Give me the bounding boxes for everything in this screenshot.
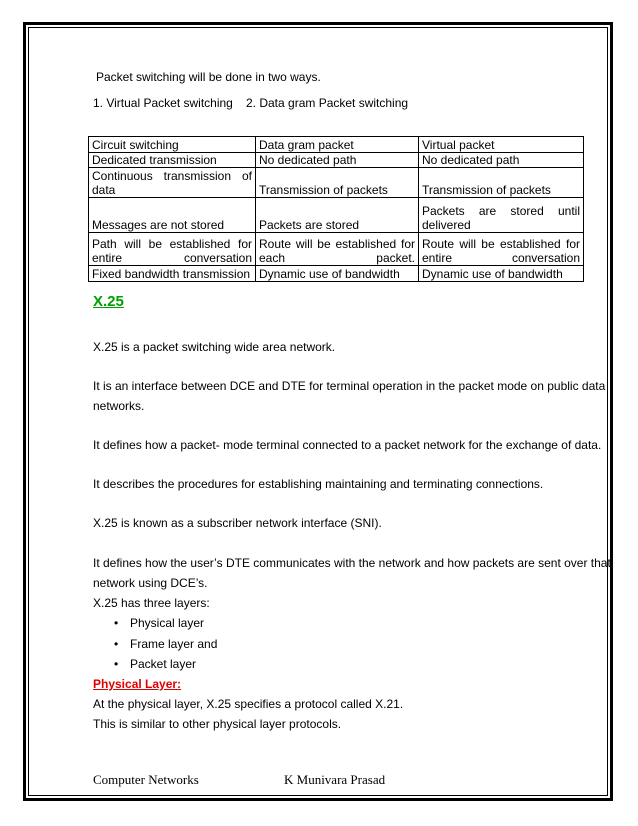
- x25-heading: X.25: [93, 293, 124, 310]
- x25-paragraph: It is an interface between DCE and DTE for terminal operation in the packet mode on public data: [93, 379, 606, 393]
- x25-paragraph: It defines how a packet- mode terminal connected to a packet network for the exchange of data.: [93, 438, 602, 452]
- table-cell: Dynamic use of bandwidth: [419, 266, 584, 282]
- table-cell: Fixed bandwidth transmission: [89, 266, 256, 282]
- x25-paragraph: It describes the procedures for establishing maintaining and terminating connections.: [93, 477, 544, 491]
- list-item: [114, 637, 217, 651]
- physical-paragraph: This is similar to other physical layer protocols.: [93, 717, 342, 731]
- table-row: [89, 168, 584, 198]
- table-cell: Route will be established for entire conversation: [419, 233, 584, 266]
- table-cell: Packets are stored: [256, 198, 419, 233]
- list-item: [114, 616, 204, 630]
- table-cell: No dedicated path: [256, 153, 419, 168]
- footer-author: K Munivara Prasad: [284, 772, 386, 787]
- table-cell: Circuit switching: [89, 137, 256, 153]
- bullet-icon: •: [114, 616, 119, 630]
- list-item-label: Frame layer and: [130, 637, 218, 651]
- list-item: [114, 657, 196, 671]
- footer-course: Computer Networks: [93, 772, 199, 787]
- physical-paragraph: At the physical layer, X.25 specifies a protocol called X.21.: [93, 697, 404, 711]
- intro-line: Packet switching will be done in two ways.: [96, 70, 321, 84]
- x25-paragraph: X.25 is known as a subscriber network interface (SNI).: [93, 516, 382, 530]
- table-cell: Transmission of packets: [256, 168, 419, 198]
- x25-paragraph: X.25 is a packet switching wide area network.: [93, 340, 336, 354]
- list-item-label: Physical layer: [130, 616, 205, 630]
- bullet-icon: •: [114, 657, 119, 671]
- list-item-label: Packet layer: [130, 657, 197, 671]
- table-cell: Path will be established for entire conversation: [89, 233, 256, 266]
- bullet-icon: •: [114, 637, 119, 651]
- way-datagram: 2. Data gram Packet switching: [246, 96, 409, 110]
- table-row: [89, 153, 584, 168]
- table-cell: Transmission of packets: [419, 168, 584, 198]
- x25-paragraph: It defines how the user’s DTE communicates with the network and how packets are sent over that: [93, 556, 611, 570]
- table-cell: Messages are not stored: [89, 198, 256, 233]
- table-cell: Route will be established for each packet.: [256, 233, 419, 266]
- table-row: [89, 198, 584, 233]
- table-cell: Continuous transmission of data: [89, 168, 256, 198]
- comparison-table: [88, 136, 584, 282]
- table-row: [89, 266, 584, 282]
- table-cell: Data gram packet: [256, 137, 419, 153]
- x25-paragraph-cont: network using DCE’s.: [93, 576, 208, 590]
- table-row: [89, 233, 584, 266]
- x25-paragraph-cont: networks.: [93, 399, 145, 413]
- table-cell: Packets are stored until delivered: [419, 198, 584, 233]
- way-virtual: 1. Virtual Packet switching: [93, 96, 233, 110]
- table-cell: Dedicated transmission: [89, 153, 256, 168]
- table-cell: Virtual packet: [419, 137, 584, 153]
- table-cell: No dedicated path: [419, 153, 584, 168]
- x25-paragraph: X.25 has three layers:: [93, 596, 210, 610]
- table-row: [89, 137, 584, 153]
- table-cell: Dynamic use of bandwidth: [256, 266, 419, 282]
- physical-layer-heading: Physical Layer:: [93, 677, 182, 691]
